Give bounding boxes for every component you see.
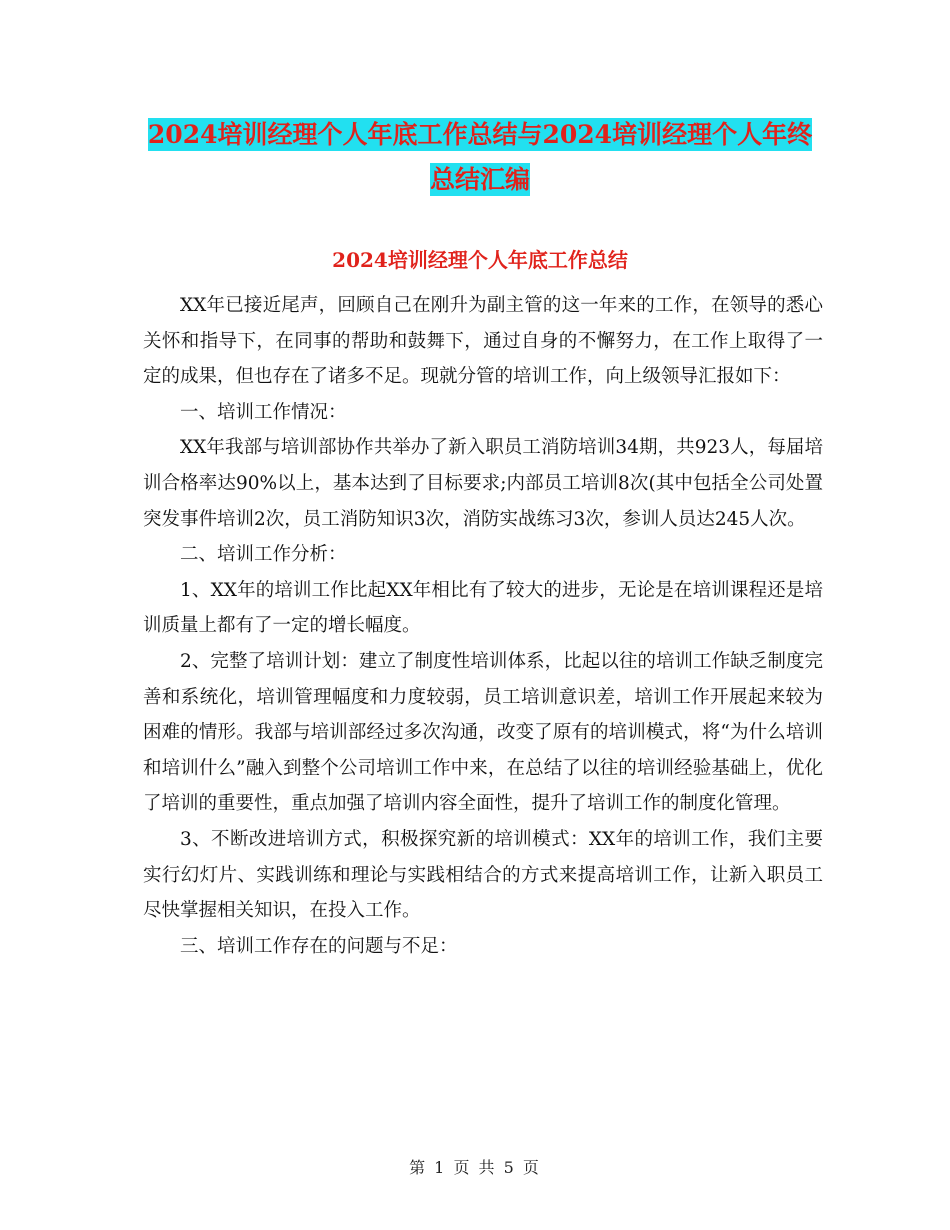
document-title-text: 2024培训经理个人年底工作总结与2024培训经理个人年终总结汇编 — [147, 120, 813, 194]
page-footer: 第 1 页 共 5 页 — [409, 1158, 541, 1177]
paragraph: 3、不断改进培训方式，积极探究新的培训模式：XX年的培训工作，我们主要实行幻灯片、实践训练和理论与实践相结合的方式来提高培训工作，让新入职员工尽快掌握相关知识，在投入工作。 — [143, 828, 823, 922]
document-body — [143, 288, 823, 964]
paragraph: 1、XX年的培训工作比起XX年相比有了较大的进步，无论是在培训课程还是培训质量上都有了一定的增长幅度。 — [143, 579, 823, 637]
paragraph: 2、完整了培训计划：建立了制度性培训体系，比起以往的培训工作缺乏制度完善和系统化，培训管理幅度和力度较弱，员工培训意识差，培训工作开展起来较为困难的情形。我部与培训部经过多次沟通，改变了原有的培训模式，将“为什么培训和培训什么”融入到整个公司培训工作中来，在总结了以往的培训经验基础上，优化了培训的重要性，重点加强了培训内容全面性，提升了培训工作的制度化管理。 — [143, 650, 823, 815]
paragraph: XX年我部与培训部协作共举办了新入职员工消防培训34期，共923人，每届培训合格率达90%以上，基本达到了目标要求;内部员工培训8次(其中包括全公司处置突发事件培训2次，员工消防知识3次，消防实战练习3次，参训人员达245人次。 — [143, 437, 823, 530]
paragraph: 三、培训工作存在的问题与不足： — [180, 935, 458, 957]
section-title: 2024培训经理个人年底工作总结 — [332, 248, 628, 272]
paragraph: 二、培训工作分析： — [180, 544, 347, 566]
paragraph: XX年已接近尾声，回顾自己在刚升为副主管的这一年来的工作，在领导的悉心关怀和指导下，在同事的帮助和鼓舞下，通过自身的不懈努力，在工作上取得了一定的成果，但也存在了诸多不足。现就分管的培训工作，向上级领导汇报如下： — [143, 295, 823, 388]
document-title — [140, 112, 820, 202]
paragraph: 一、培训工作情况： — [180, 401, 347, 423]
